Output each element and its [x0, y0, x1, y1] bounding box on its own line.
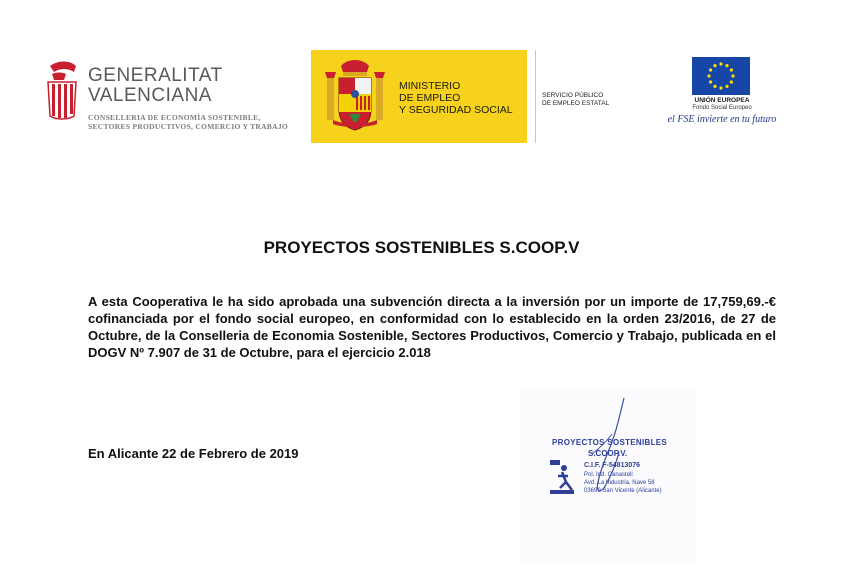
- sepe-line1: SERVICIO PÚBLICO: [542, 92, 604, 99]
- coat-of-arms-icon: [323, 58, 387, 136]
- eu-star-icon: [730, 80, 733, 83]
- ministerio-line2: DE EMPLEO: [399, 92, 461, 104]
- ministerio-line1: MINISTERIO: [399, 80, 461, 92]
- document-date: En Alicante 22 de Febrero de 2019: [88, 446, 299, 461]
- union-europea-logo: [652, 55, 792, 135]
- eu-star-icon: [709, 68, 712, 71]
- eu-star-icon: [719, 86, 722, 89]
- generalitat-subtitle: [88, 113, 288, 131]
- document-body: A esta Cooperativa le ha sido aprobada una subvención directa a la inversión por un importe de 17,759,69.-€ cofinanciada por el fondo social europeo, en conformidad con lo establecido en la orden 23/2016, de 27 de Octubre, de la Conselleria de Economia Sostenible, Sectores Productivos, Comercio y Trabajo, publicada en el DOGV Nº 7.907 de 31 de Octubre, para el ejercicio 2.018: [88, 294, 776, 360]
- sepe-line2: DE EMPLEO ESTATAL: [542, 100, 610, 107]
- eu-star-icon: [719, 62, 722, 65]
- eu-star-icon: [725, 85, 728, 88]
- eu-star-icon: [713, 85, 716, 88]
- eu-star-icon: [731, 74, 734, 77]
- company-stamp: [520, 390, 695, 565]
- stamp-company-line2: S.COOP.V.: [588, 449, 628, 458]
- stamp-figure-icon: [548, 458, 576, 496]
- stamp-address-line2: Avd. La Industria, Nave 58: [584, 480, 655, 486]
- eu-star-icon: [713, 64, 716, 67]
- generalitat-sub-line2: SECTORES PRODUCTIVOS, COMERCIO Y TRABAJO: [88, 122, 289, 131]
- eu-star-icon: [709, 80, 712, 83]
- ministerio-text: [399, 80, 513, 116]
- generalitat-title-line2: VALENCIANA: [88, 85, 212, 106]
- generalitat-title-line1: GENERALITAT: [88, 65, 223, 86]
- eu-star-icon: [730, 68, 733, 71]
- generalitat-title: [88, 66, 223, 106]
- sepe-panel: [535, 50, 623, 143]
- generalitat-sub-line1: CONSELLERIA DE ECONOMÍA SOSTENIBLE,: [88, 113, 261, 122]
- eu-motto: el FSE invierte en tu futuro: [667, 114, 777, 125]
- generalitat-emblem-icon: [44, 58, 84, 122]
- eu-star-icon: [725, 64, 728, 67]
- stamp-address-line3: 03690 San Vicente (Alicante): [584, 488, 662, 494]
- stamp-cif: C.I.F. F-54813076: [584, 462, 641, 469]
- logo-bar: [0, 0, 843, 150]
- ministerio-line3: Y SEGURIDAD SOCIAL: [399, 104, 513, 116]
- eu-fund: Fondo Social Europeo: [692, 105, 752, 111]
- eu-flag-icon: [692, 57, 750, 95]
- eu-name: UNIÓN EUROPEA: [694, 97, 750, 104]
- ministerio-yellow-panel: [311, 50, 527, 143]
- eu-star-icon: [707, 74, 710, 77]
- ministerio-logo: [311, 50, 623, 143]
- document-title: PROYECTOS SOSTENIBLES S.COOP.V: [263, 238, 580, 257]
- stamp-address-line1: Pol. Ind. Canastell: [584, 472, 633, 478]
- stamp-company-line1: PROYECTOS SOSTENIBLES: [552, 438, 668, 447]
- generalitat-logo: [44, 58, 294, 144]
- sepe-text: [542, 92, 609, 108]
